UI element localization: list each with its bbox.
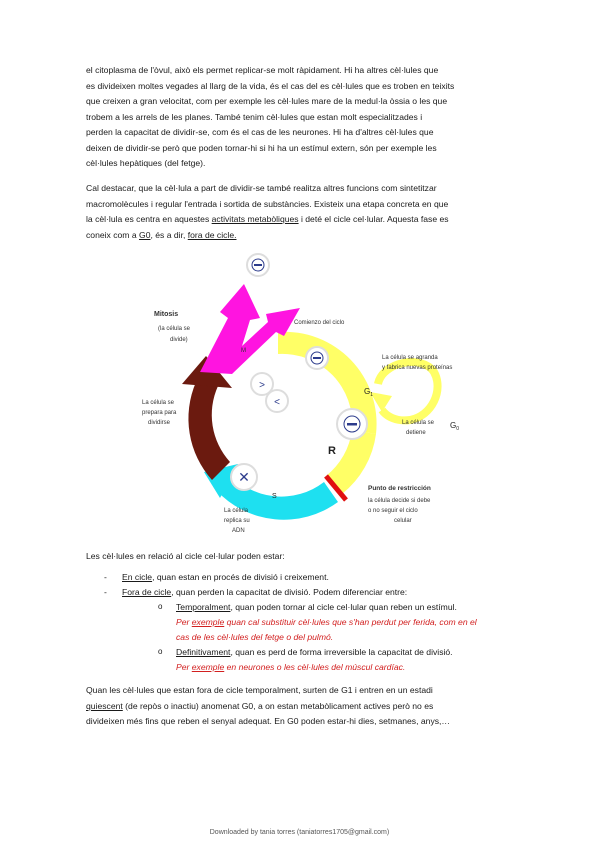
- dash-marker: -: [104, 587, 107, 597]
- label-punto-title: Punto de restricción: [368, 485, 431, 492]
- label-prepara-2: prepara para: [142, 410, 177, 416]
- list-intro: Les cèl·lules en relació al cicle cel·lular poden estar:: [86, 551, 285, 561]
- example-temporalment-1: [176, 615, 477, 630]
- text-span: coneix com a: [86, 229, 140, 240]
- svg-text:˂: ˂: [274, 397, 280, 408]
- g2-phase-arc: [188, 382, 230, 480]
- cell-icon-g1-large: [337, 409, 367, 439]
- text-line: perden la capacitat de dividir-se, com és el cas de les neurones. Hi ha d'altres cèl·lules que: [86, 127, 434, 137]
- svg-text:˃: ˃: [259, 380, 265, 391]
- link-en-cicle[interactable]: En cicle: [122, 572, 153, 582]
- link-g0[interactable]: G0: [139, 229, 151, 240]
- label-mitosis-title: Mitosis: [154, 311, 179, 318]
- label-g0: $G_0$: [450, 421, 460, 432]
- text-span: Per: [176, 662, 192, 672]
- link-temporalment[interactable]: Temporalment: [176, 602, 231, 612]
- link-quiescent[interactable]: quiescent: [86, 700, 123, 711]
- text-line: el citoplasma de l'òvul, això els permet replicar-se molt ràpidament. Hi ha altres cèl·lules que: [86, 65, 439, 75]
- text-line: [86, 228, 518, 244]
- link-exemple-1[interactable]: exemple: [191, 617, 225, 627]
- label-s: S: [272, 493, 277, 500]
- label-m: M: [241, 348, 246, 354]
- text-span: quan cal substituir cèl·lules que s'han perdut per ferida, com en el: [224, 617, 477, 627]
- svg-text:✕: ✕: [238, 469, 250, 485]
- label-mitosis-sub2: divide): [170, 337, 188, 343]
- paragraph-1: [86, 63, 518, 172]
- text-line: [86, 699, 518, 715]
- cell-icon-dividing-bottom: [266, 390, 288, 412]
- label-punto-2: o no seguir el ciclo: [368, 508, 418, 514]
- label-punto-1: la célula decide si debe: [368, 498, 431, 504]
- label-replica-1: La célula: [224, 508, 249, 514]
- download-footer: Downloaded by tania torres (taniatorres1705@gmail.com): [209, 829, 390, 836]
- text-span: Per: [176, 617, 192, 627]
- example-definitivament: [176, 660, 405, 675]
- label-g1: $G_1$: [364, 387, 374, 398]
- link-fora-de-cicle-list[interactable]: Fora de cicle: [122, 587, 172, 597]
- label-g2: $G_2$: [212, 403, 222, 414]
- label-mitosis-sub1: (la célula se: [158, 326, 191, 332]
- label-r: R: [328, 445, 336, 457]
- cell-icon-g1-start: [306, 347, 328, 369]
- cell-cycle-diagram: [120, 244, 480, 544]
- link-activitats-metaboliques[interactable]: activitats metabòliques: [211, 214, 299, 224]
- label-detiene-1: La célula se: [402, 420, 435, 426]
- text-span: (de repòs o inactiu) anomenat G0, a on estan metabòlicament actives però no es: [122, 700, 434, 711]
- text-line: Quan les cèl·lules que estan fora de cicle temporalment, surten de G1 i entren en un estadi: [86, 685, 433, 695]
- text-line: macromolècules i regular l'entrada i sortida de substàncies. Existeix una etapa concreta en que: [86, 198, 449, 209]
- label-punto-3: celular: [394, 518, 412, 524]
- text-line: [86, 212, 518, 228]
- link-fora-de-cicle[interactable]: fora de cicle.: [187, 229, 237, 240]
- text-span: , quan es perd de forma irreversible la capacitat de divisió.: [230, 647, 453, 657]
- label-replica-3: ADN: [232, 528, 245, 534]
- label-replica-2: replica su: [224, 518, 250, 524]
- text-span: , quan perden la capacitat de divisió. Podem diferenciar entre:: [171, 587, 408, 597]
- text-span: , quan estan en procés de divisió i creixement.: [152, 572, 329, 582]
- text-span: en neurones o les cèl·lules del múscul cardíac.: [224, 662, 406, 672]
- cell-icon-top: [247, 254, 269, 276]
- link-exemple-2[interactable]: exemple: [191, 662, 225, 672]
- text-line: divideixen més fins que reben el senyal adequat. En G0 poden estar-hi dies, setmanes, anys,…: [86, 716, 451, 726]
- label-detiene-2: detiene: [406, 430, 426, 436]
- text-span: i deté el cicle cel·lular. Aquesta fase es: [298, 214, 449, 224]
- mitosis-phase-shape: [200, 284, 300, 374]
- bullet-marker: o: [158, 602, 163, 611]
- text-line: es divideixen moltes vegades al llarg de la vida, és el cas del es cèl·lules que es troben en teixits: [86, 80, 455, 91]
- label-prepara-3: dividirse: [148, 420, 171, 426]
- cell-icon-s: [231, 464, 257, 490]
- text-line: Cal destacar, que la cèl·lula a part de dividir-se també realitza altres funcions com sintetitzar: [86, 183, 437, 193]
- label-agranda-2: y fabrica nuevas proteínas: [382, 365, 453, 371]
- text-line: trobem a les arrels de les planes. També tenim cèl·lules que estan molt especialitzades i: [86, 111, 423, 122]
- label-agranda-1: La célula se agranda: [382, 355, 438, 361]
- label-prepara-1: La célula se: [142, 400, 175, 406]
- dash-marker: -: [104, 572, 107, 582]
- text-span: la cèl·lula es centra en aquestes: [86, 214, 212, 224]
- text-span: , és a dir,: [150, 229, 188, 240]
- text-span: , quan poden tornar al cicle cel·lular quan reben un estímul.: [230, 602, 457, 612]
- text-line: que creixen a gran velocitat, com per exemple les cèl·lules mare de la medul·la òssia o les que: [86, 96, 448, 106]
- text-line: deixen de dividir-se però que poden tornar-hi si hi ha un estímul extern, són per exemple les: [86, 142, 437, 153]
- label-comienzo: Comienzo del ciclo: [294, 320, 345, 326]
- example-temporalment-2: cas de les cèl·lules del fetge o del pulmó.: [176, 632, 334, 642]
- link-definitivament[interactable]: Definitivament: [176, 647, 231, 657]
- text-line: cèl·lules hepàtiques (del fetge).: [86, 158, 206, 168]
- bullet-marker: o: [158, 647, 163, 656]
- paragraph-2: [86, 181, 518, 243]
- paragraph-3: [86, 683, 518, 730]
